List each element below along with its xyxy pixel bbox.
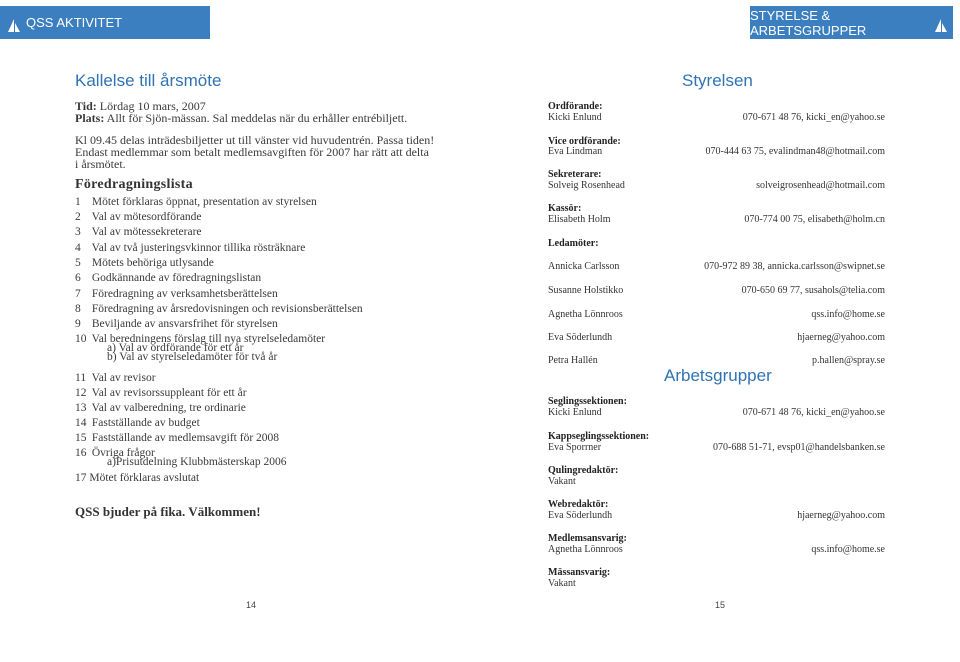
person-name: Susanne Holstikko [548,285,624,296]
person-name: Kicki Enlund [548,112,602,123]
person-name: Agnetha Lönnroos [548,544,623,555]
work-groups-title: Arbetsgrupper [664,366,772,385]
page-number: 15 [715,600,726,610]
contact-info: p.hallen@spray.se [812,355,885,366]
time-label: Tid: [75,99,97,113]
person-name: Solveig Rosenhead [548,180,625,191]
agenda-item: 3 Val av mötessekreterare [75,226,202,238]
person-name: Petra Hallén [548,355,598,366]
info-line: Endast medlemmar som betalt medlemsavgiften för 2007 har rätt att delta [75,145,429,159]
person-name: Annicka Carlsson [548,261,620,272]
contact-info: 070-671 48 76, kicki_en@yahoo.se [742,112,885,123]
person-name: Vakant [548,578,576,589]
agenda-item: 10 Val beredningens förslag till nya styrelseledamöter [75,333,326,345]
role-label: Kassör: [548,203,582,214]
contact-info: 070-444 63 75, evalindman48@hotmail.com [705,146,885,157]
agenda-item: 9 Beviljande av ansvarsfrihet för styrelsen [75,318,278,330]
agenda-item: 11 Val av revisor [75,372,156,384]
agenda-heading: Föredragningslista [75,177,193,192]
sailboat-icon [933,18,948,33]
role-label: Sekreterare: [548,169,602,180]
agenda-item: 13 Val av valberedning, tre ordinarie [75,402,246,414]
role-label: Ledamöter: [548,238,599,249]
agenda-item: 4 Val av två justeringsvkinnor tillika rösträknare [75,242,306,254]
section-label-right: STYRELSE & ARBETSGRUPPER [750,7,867,38]
place-label: Plats: [75,111,105,125]
agenda-item: 12 Val av revisorssuppleant för ett år [75,387,247,399]
page-title: Kallelse till årsmöte [75,71,222,90]
person-name: Eva Söderlundh [548,510,613,521]
role-label: Webredaktör: [548,499,609,510]
info-line: i årsmötet. [75,157,126,171]
board-title: Styrelsen [682,71,753,90]
role-label: Vice ordförande: [548,136,621,147]
contact-info: solveigrosenhead@hotmail.com [756,180,885,191]
contact-info: hjaerneg@yahoo.com [797,332,885,343]
role-label: Medlemsansvarig: [548,533,627,544]
role-label: Mässansvarig: [548,567,611,578]
place-line [75,112,407,124]
role-label: Kappseglingssektionen: [548,431,650,442]
agenda-subitem: a) Val av ordförande för ett år [107,342,244,354]
page-number: 14 [246,600,257,610]
role-label: Seglingssektionen: [548,396,627,407]
agenda-item: 14 Fastställande av budget [75,417,200,429]
person-name: Eva Lindman [548,146,603,157]
sailboat-icon [6,18,21,33]
contact-info: 070-650 69 77, susahols@telia.com [741,285,885,296]
agenda-item: 16 Övriga frågor [75,447,155,459]
agenda-item: 15 Fastställande av medlemsavgift för 2008 [75,432,280,444]
contact-info: 070-671 48 76, kicki_en@yahoo.se [742,407,885,418]
contact-info: qss.info@home.se [811,309,885,320]
role-label: Ordförande: [548,101,603,112]
agenda-item: 2 Val av mötesordförande [75,211,202,223]
agenda-item: 1 Mötet förklaras öppnat, presentation av styrelsen [75,196,317,208]
agenda-item: 5 Mötets behöriga utlysande [75,257,214,269]
agenda-item: 8 Föredragning av årsredovisningen och revisionsberättelsen [75,303,363,315]
person-name: Kicki Enlund [548,407,602,418]
header-banner-left [0,6,210,39]
closing-text: QSS bjuder på fika. Välkommen! [75,504,261,519]
role-label: Qulingredaktör: [548,465,619,476]
person-name: Eva Sporrner [548,442,602,453]
section-label-left: QSS AKTIVITET [26,15,123,30]
agenda-subitem: b) Val av styrelseledamöter för två år [107,351,278,363]
person-name: Elisabeth Holm [548,214,611,225]
contact-info: 070-972 89 38, annicka.carlsson@swipnet.se [704,261,885,272]
person-name: Eva Söderlundh [548,332,613,343]
contact-info: 070-688 51-71, evsp01@handelsbanken.se [713,442,885,453]
place-value: Allt för Sjön-mässan. Sal meddelas när du erhåller entrébiljett. [106,111,408,125]
contact-info: qss.info@home.se [811,544,885,555]
header-banner-right [750,6,953,39]
agenda-item: 6 Godkännande av föredragningslistan [75,272,262,284]
person-name: Vakant [548,476,576,487]
agenda-item: 17 Mötet förklaras avslutat [75,472,200,484]
contact-info: 070-774 00 75, elisabeth@holm.cn [744,214,885,225]
agenda-item: 7 Föredragning av verksamhetsberättelsen [75,288,278,300]
agenda-subitem: a)Prisutdelning Klubbmästerskap 2006 [107,456,287,468]
time-value: Lördag 10 mars, 2007 [99,99,206,113]
person-name: Agnetha Lönnroos [548,309,623,320]
contact-info: hjaerneg@yahoo.com [797,510,885,521]
info-line: Kl 09.45 delas inträdesbiljetter ut till vänster vid huvudentrén. Passa tiden! [75,133,435,147]
